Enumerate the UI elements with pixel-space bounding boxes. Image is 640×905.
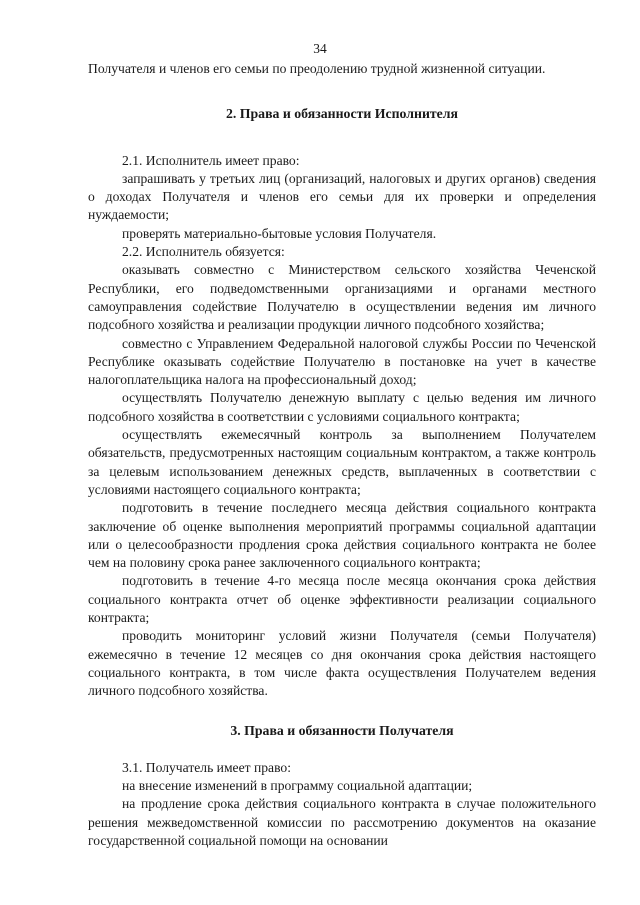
section-3-heading: 3. Права и обязанности Получателя (230, 722, 454, 738)
lead-paragraph: Получателя и членов его семьи по преодолению трудной жизненной ситуации. (88, 61, 546, 76)
paragraph: 3.1. Получатель имеет право: (122, 759, 291, 775)
paragraph: проводить мониторинг условий жизни Получателя (семьи Получателя) ежемесячно в течение 12 месяцев со дня окончания срока действия настоящего социального контракта, в том числе факта осуществления Получателем ведения личного подсобного хозяйства. (88, 628, 596, 699)
paragraph: 2.1. Исполнитель имеет право: (122, 152, 300, 168)
paragraph: подготовить в течение 4-го месяца после месяца окончания срока действия социального контракта отчет об оценке эффективности реализации социального контракта; (88, 573, 596, 626)
paragraph: осуществлять ежемесячный контроль за выполнением Получателем обязательств, предусмотренных настоящим социальным контрактом, а также контроль за целевым использованием денежных средств, выплаченных в соответствии с условиями настоящего социального контракта; (88, 427, 596, 497)
paragraph: осуществлять Получателю денежную выплату с целью ведения им личного подсобного хозяйства в соответствии с условиями социального контракта; (88, 390, 596, 424)
paragraph: проверять материально-бытовые условия Получателя. (122, 225, 437, 241)
paragraph: подготовить в течение последнего месяца действия социального контракта заключение об оценке выполнения мероприятий программы социальной адаптации или о целесообразности продления срока действия социального контракта не более чем на половину срока ранее заключенного социального контракта; (88, 500, 596, 571)
paragraph: оказывать совместно с Министерством сельского хозяйства Чеченской Республики, его подведомственными организациями и органами местного самоуправления содействие Получателю в осуществлении ведения им личного подсобного хозяйства и реализации продукции личного подсобного хозяйства; (88, 262, 596, 333)
paragraph: на продление срока действия социального контракта в случае положительного решения межведомственной комиссии по рассмотрению документов на оказание государственной социальной помощи на основании (88, 796, 596, 848)
section-2-body (88, 152, 596, 701)
paragraph: совместно с Управлением Федеральной налоговой службы России по Чеченской Республике оказывать содействие Получателю в постановке на учет в качестве налогоплательщика налога на профессиональный доход; (88, 335, 596, 388)
page-number: 34 (313, 41, 327, 56)
paragraph: запрашивать у третьих лиц (организаций, налоговых и других органов) сведения о доходах Получателя и членов его семьи для их проверки и определения нуждаемости; (88, 170, 596, 223)
paragraph: 2.2. Исполнитель обязуется: (122, 244, 285, 260)
section-2-heading: 2. Права и обязанности Исполнителя (225, 106, 459, 122)
paragraph: на внесение изменений в программу социальной адаптации; (122, 778, 473, 794)
section-3-body (88, 759, 596, 850)
document-body (88, 60, 596, 850)
